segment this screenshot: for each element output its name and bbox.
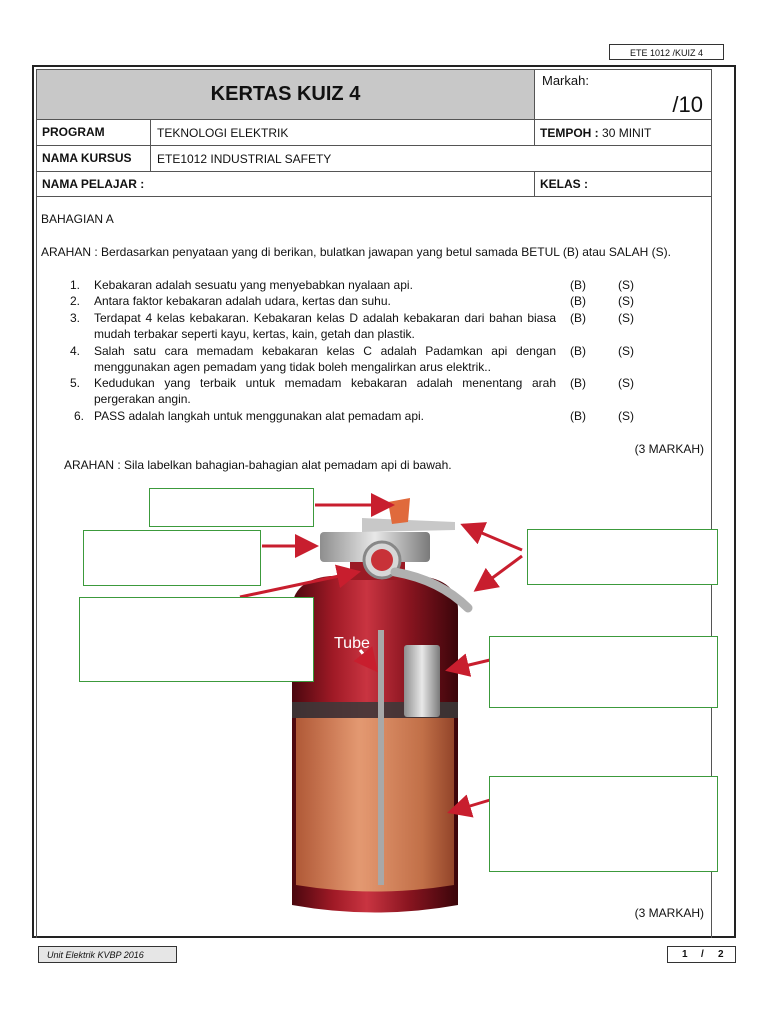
pelajar-label: NAMA PELAJAR : xyxy=(37,172,535,197)
instruction-1: ARAHAN : Berdasarkan penyataan yang di berikan, bulatkan jawapan yang betul samada BETUL (B) atau SALAH (S). xyxy=(41,245,671,259)
instruction-2: ARAHAN : Sila labelkan bahagian-bahagian alat pemadam api di bawah. xyxy=(64,458,452,472)
answer-betul[interactable]: (B) xyxy=(570,311,586,325)
answer-betul[interactable]: (B) xyxy=(570,409,586,423)
question-number: 5. xyxy=(70,376,81,390)
arrow-lever-bottom xyxy=(476,556,522,590)
label-box-6[interactable] xyxy=(489,776,718,872)
tempoh-label: TEMPOH : xyxy=(540,125,599,140)
question-text: PASS adalah langkah untuk menggunakan alat pemadam api. xyxy=(94,409,425,423)
question-number: 1. xyxy=(70,278,81,292)
answer-salah[interactable]: (S) xyxy=(618,409,634,423)
answer-salah[interactable]: (S) xyxy=(618,344,634,358)
label-box-4[interactable] xyxy=(527,529,718,585)
extinguishing-agent xyxy=(296,718,454,892)
arrow-lever-top xyxy=(463,525,522,550)
marks-section-2: (3 MARKAH) xyxy=(634,906,704,920)
answer-salah[interactable]: (S) xyxy=(618,278,634,292)
markah-cell xyxy=(535,70,712,120)
kursus-label: NAMA KURSUS xyxy=(37,146,151,171)
answer-betul[interactable]: (B) xyxy=(570,278,586,292)
question-text: Antara faktor kebakaran adalah udara, kertas dan suhu. xyxy=(94,294,391,308)
markah-label: Markah: xyxy=(542,73,589,88)
program-label: PROGRAM xyxy=(37,120,151,145)
top-lever xyxy=(362,518,455,532)
tempoh-value: 30 MINIT xyxy=(602,125,652,140)
page-separator: / xyxy=(701,949,704,960)
question-number: 4. xyxy=(70,344,81,358)
safety-pin xyxy=(388,498,410,524)
answer-salah[interactable]: (S) xyxy=(618,294,634,308)
kelas-label: KELAS : xyxy=(535,172,712,197)
label-box-2[interactable] xyxy=(83,530,261,586)
answer-betul[interactable]: (B) xyxy=(570,294,586,308)
answer-salah[interactable]: (S) xyxy=(618,376,634,390)
footer-unit: Unit Elektrik KVBP 2016 xyxy=(38,946,177,963)
label-box-1[interactable] xyxy=(149,488,314,527)
label-box-5[interactable] xyxy=(489,636,718,708)
question-text: Kedudukan yang terbaik untuk memadam kebakaran adalah menentang arah pergerakan angin. xyxy=(94,376,556,406)
document-code: ETE 1012 /KUIZ 4 xyxy=(609,44,724,60)
kursus-value: ETE1012 INDUSTRIAL SAFETY xyxy=(157,151,332,166)
question-number: 6. xyxy=(74,409,85,423)
answer-betul[interactable]: (B) xyxy=(570,344,586,358)
page-indicator xyxy=(667,946,736,963)
page-number: 1 xyxy=(682,949,688,960)
marks-section-1: (3 MARKAH) xyxy=(634,442,704,456)
question-text: Terdapat 4 kelas kebakaran. Kebakaran kelas D adalah kebakaran dari bahan biasa mudah terbakar seperti kayu, kertas, kain, getah dan plastik. xyxy=(94,311,556,341)
answer-salah[interactable]: (S) xyxy=(618,311,634,325)
question-text: Kebakaran adalah sesuatu yang menyebabkan nyalaan api. xyxy=(94,278,413,292)
section-title: BAHAGIAN A xyxy=(41,212,114,226)
label-box-3[interactable] xyxy=(79,597,314,682)
markah-value: /10 xyxy=(672,92,703,117)
question-number: 2. xyxy=(70,294,81,308)
siphon-tube xyxy=(378,630,384,885)
tube-label: Tube xyxy=(334,635,370,652)
quiz-title: KERTAS KUIZ 4 xyxy=(37,70,535,120)
header-table xyxy=(36,69,712,197)
gas-cartridge xyxy=(404,645,440,717)
question-text: Salah satu cara memadam kebakaran kelas C adalah Padamkan api dengan menggunakan agen pemadam yang tidak boleh mengalirkan arus elektrik.. xyxy=(94,344,556,374)
program-value: TEKNOLOGI ELEKTRIK xyxy=(157,125,289,140)
page-total: 2 xyxy=(718,949,724,960)
answer-betul[interactable]: (B) xyxy=(570,376,586,390)
question-number: 3. xyxy=(70,311,81,325)
